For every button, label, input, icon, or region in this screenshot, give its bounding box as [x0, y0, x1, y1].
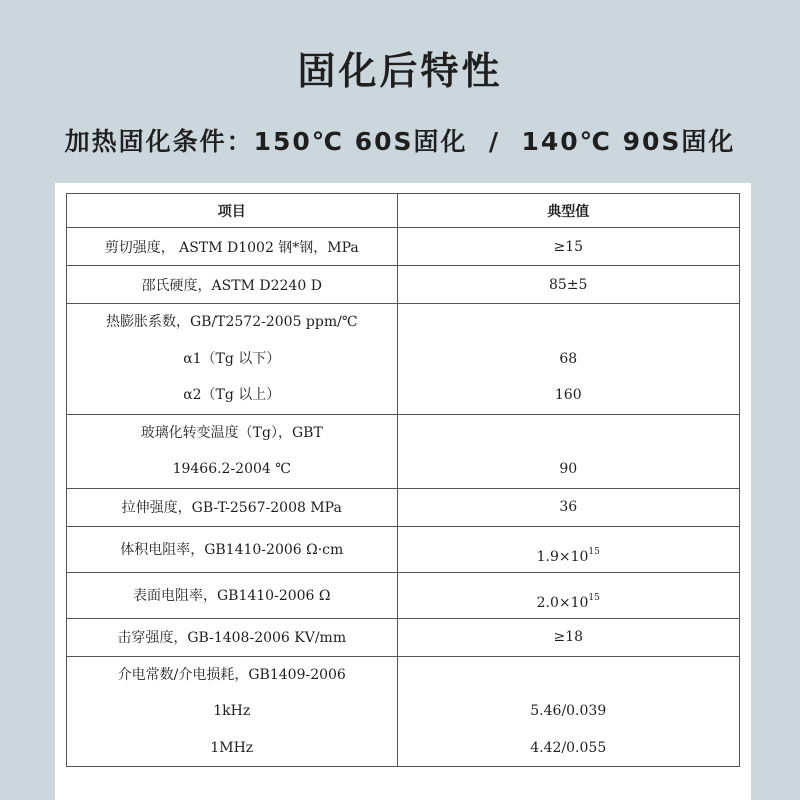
shear-strength-label: 剪切强度， ASTM D1002 钢*钢，MPa — [67, 228, 398, 266]
table-row — [67, 526, 740, 572]
hardness-value: 85±5 — [397, 266, 740, 304]
tensile-label: 拉伸强度，GB-T-2567-2008 MPa — [67, 488, 398, 526]
properties-table — [66, 193, 740, 767]
dielectric-khz-value: 5.46/0.039 — [530, 703, 607, 719]
cte-alpha1-label: α1（Tg 以下） — [183, 350, 281, 367]
page-title: 固化后特性 — [297, 49, 503, 93]
tg-label-line1: 玻璃化转变温度（Tg），GBT — [140, 424, 323, 441]
shear-strength-value: ≥15 — [397, 228, 740, 266]
dielectric-value-cell — [397, 656, 740, 767]
cte-alpha1-value: 68 — [559, 350, 578, 367]
volume-resistivity-value — [397, 526, 740, 572]
table-row — [67, 488, 740, 526]
table-row — [67, 304, 740, 415]
tg-label-line2: 19466.2-2004 ℃ — [172, 461, 291, 477]
volume-resistivity-exponent: 15 — [588, 547, 600, 557]
curing-conditions: 加热固化条件：150℃ 60S固化 / 140℃ 90S固化 — [64, 127, 736, 156]
breakdown-value: ≥18 — [397, 618, 740, 656]
dielectric-label-cell — [67, 656, 398, 767]
dielectric-mhz-value: 4.42/0.055 — [530, 739, 607, 756]
surface-resistivity-label: 表面电阻率，GB1410-2006 Ω — [67, 572, 398, 618]
breakdown-label: 击穿强度，GB-1408-2006 KV/mm — [67, 618, 398, 656]
volume-resistivity-mantissa: 1.9×10 — [536, 549, 589, 565]
dielectric-label: 介电常数/介电损耗，GB1409-2006 — [117, 666, 346, 683]
tg-label-cell — [67, 414, 398, 488]
properties-panel — [55, 183, 751, 800]
volume-resistivity-label: 体积电阻率，GB1410-2006 Ω·cm — [67, 526, 398, 572]
header-typical-value: 典型值 — [397, 194, 740, 228]
cte-alpha2-label: α2（Tg 以上） — [183, 387, 281, 403]
table-row — [67, 656, 740, 767]
surface-resistivity-exponent: 15 — [588, 593, 600, 603]
table-row — [67, 266, 740, 304]
cte-value-cell — [397, 304, 740, 415]
cte-label-cell — [67, 304, 398, 415]
hardness-label: 邵氏硬度，ASTM D2240 D — [67, 266, 398, 304]
cte-label: 热膨胀系数，GB/T2572-2005 ppm/℃ — [105, 314, 358, 330]
surface-resistivity-mantissa: 2.0×10 — [536, 595, 589, 611]
tensile-value: 36 — [397, 488, 740, 526]
table-row — [67, 618, 740, 656]
header-item: 项目 — [67, 194, 398, 228]
surface-resistivity-value — [397, 572, 740, 618]
tg-value: 90 — [559, 461, 578, 477]
cte-alpha2-value: 160 — [554, 387, 582, 403]
table-row — [67, 414, 740, 488]
dielectric-mhz-label: 1MHz — [210, 739, 254, 756]
table-row — [67, 572, 740, 618]
tg-value-cell — [397, 414, 740, 488]
table-header-row — [67, 194, 740, 228]
dielectric-khz-label: 1kHz — [213, 703, 251, 719]
table-row — [67, 228, 740, 266]
